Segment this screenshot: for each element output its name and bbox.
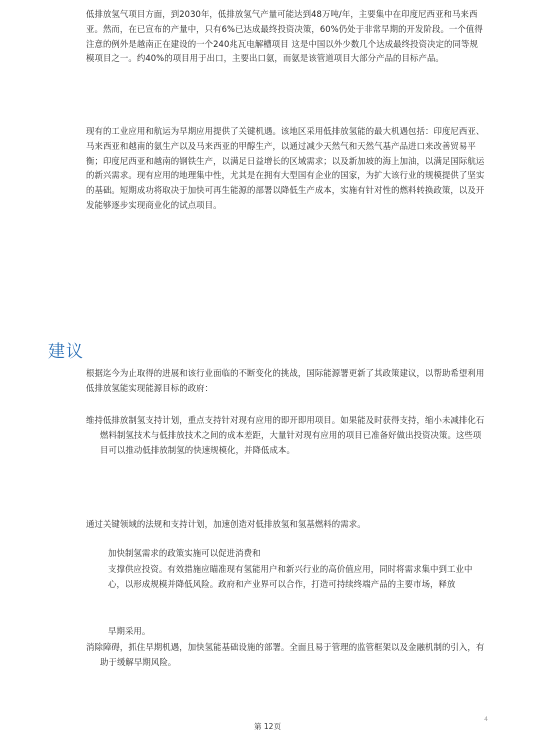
recommendation-early-adoption: 早期采用。 (108, 626, 151, 636)
page-number: 第 12页 (254, 722, 281, 731)
paragraph-policy-intro: 根据迄今为止取得的进展和该行业面临的不断变化的挑战，国际能源署更新了其政策建议，以帮助希望利用低排放氢能实现能源目标的政府： (86, 368, 485, 393)
recommendation-demand-detail-lead: 加快制氢需求的政策实施可以促进消费和 (108, 548, 261, 558)
paragraph-hydrogen-projects: 低排放氢气项目方面，到2030年，低排放氢气产量可能达到48万吨/年，主要集中在印度尼西亚和马来西亚。然而，在已宣布的产量中，只有6%已达成最终投资决策，60%仍处于非常早期的开发阶段。一个值得注意的例外是越南正在建设的一个240兆瓦电解槽项目 这是中国以外少数几个达成最终投资决定的同等规模项目之一。约40%的项目用于出口，主要出口氨，而氨是该管道项目大部分产品的目标产品。 (86, 9, 483, 64)
recommendation-support-programs: 维持低排放制氢支持计划，重点支持针对现有应用的即开即用项目。如果能及时获得支持，缩小未减排化石燃料制氢技术与低排放技术之间的成本差距，大量针对现有应用的项目已准备好做出投资决策。这些项目可以推动低排放制氢的快速规模化，并降低成本。 (86, 415, 485, 455)
recommendation-demand-detail: 支撑供应投资。有效措施应瞄准现有氢能用户和新兴行业的高价值应用，同时将需求集中到工业中心，以形成规模并降低风险。政府和产业界可以合作，打造可持续终端产品的主要市场，释放 (108, 564, 473, 589)
recommendation-demand-creation: 通过关键领域的法规和支持计划，加速创造对低排放氢和氢基燃料的需求。 (86, 519, 366, 529)
section-heading-recommendations: 建议 (48, 342, 84, 362)
recommendation-infrastructure: 消除障碍，抓住早期机遇，加快氢能基础设施的部署。全面且易于管理的监管框架以及金融机制的引入，有助于缓解早期风险。 (86, 642, 485, 667)
paragraph-industrial-applications: 现有的工业应用和航运为早期应用提供了关键机遇。该地区采用低排放氢能的最大机遇包括：印度尼西亚、马来西亚和越南的氨生产以及马来西亚的甲醇生产，以通过减少天然气和天然气基产品进口来改善贸易平衡；印度尼西亚和越南的钢铁生产，以满足日益增长的区域需求；以及新加坡的海上加油，以满足国际航运的新兴需求。现有应用的地理集中性，尤其是在拥有大型国有企业的国家，为扩大该行业的规模提供了坚实的基础。短期成功将取决于加快可再生能源的部署以降低生产成本，实施有针对性的燃料转换政策，以及开发能够逐步实现商业化的试点项目。 (86, 126, 485, 210)
corner-page-mark: 4 (484, 716, 488, 723)
